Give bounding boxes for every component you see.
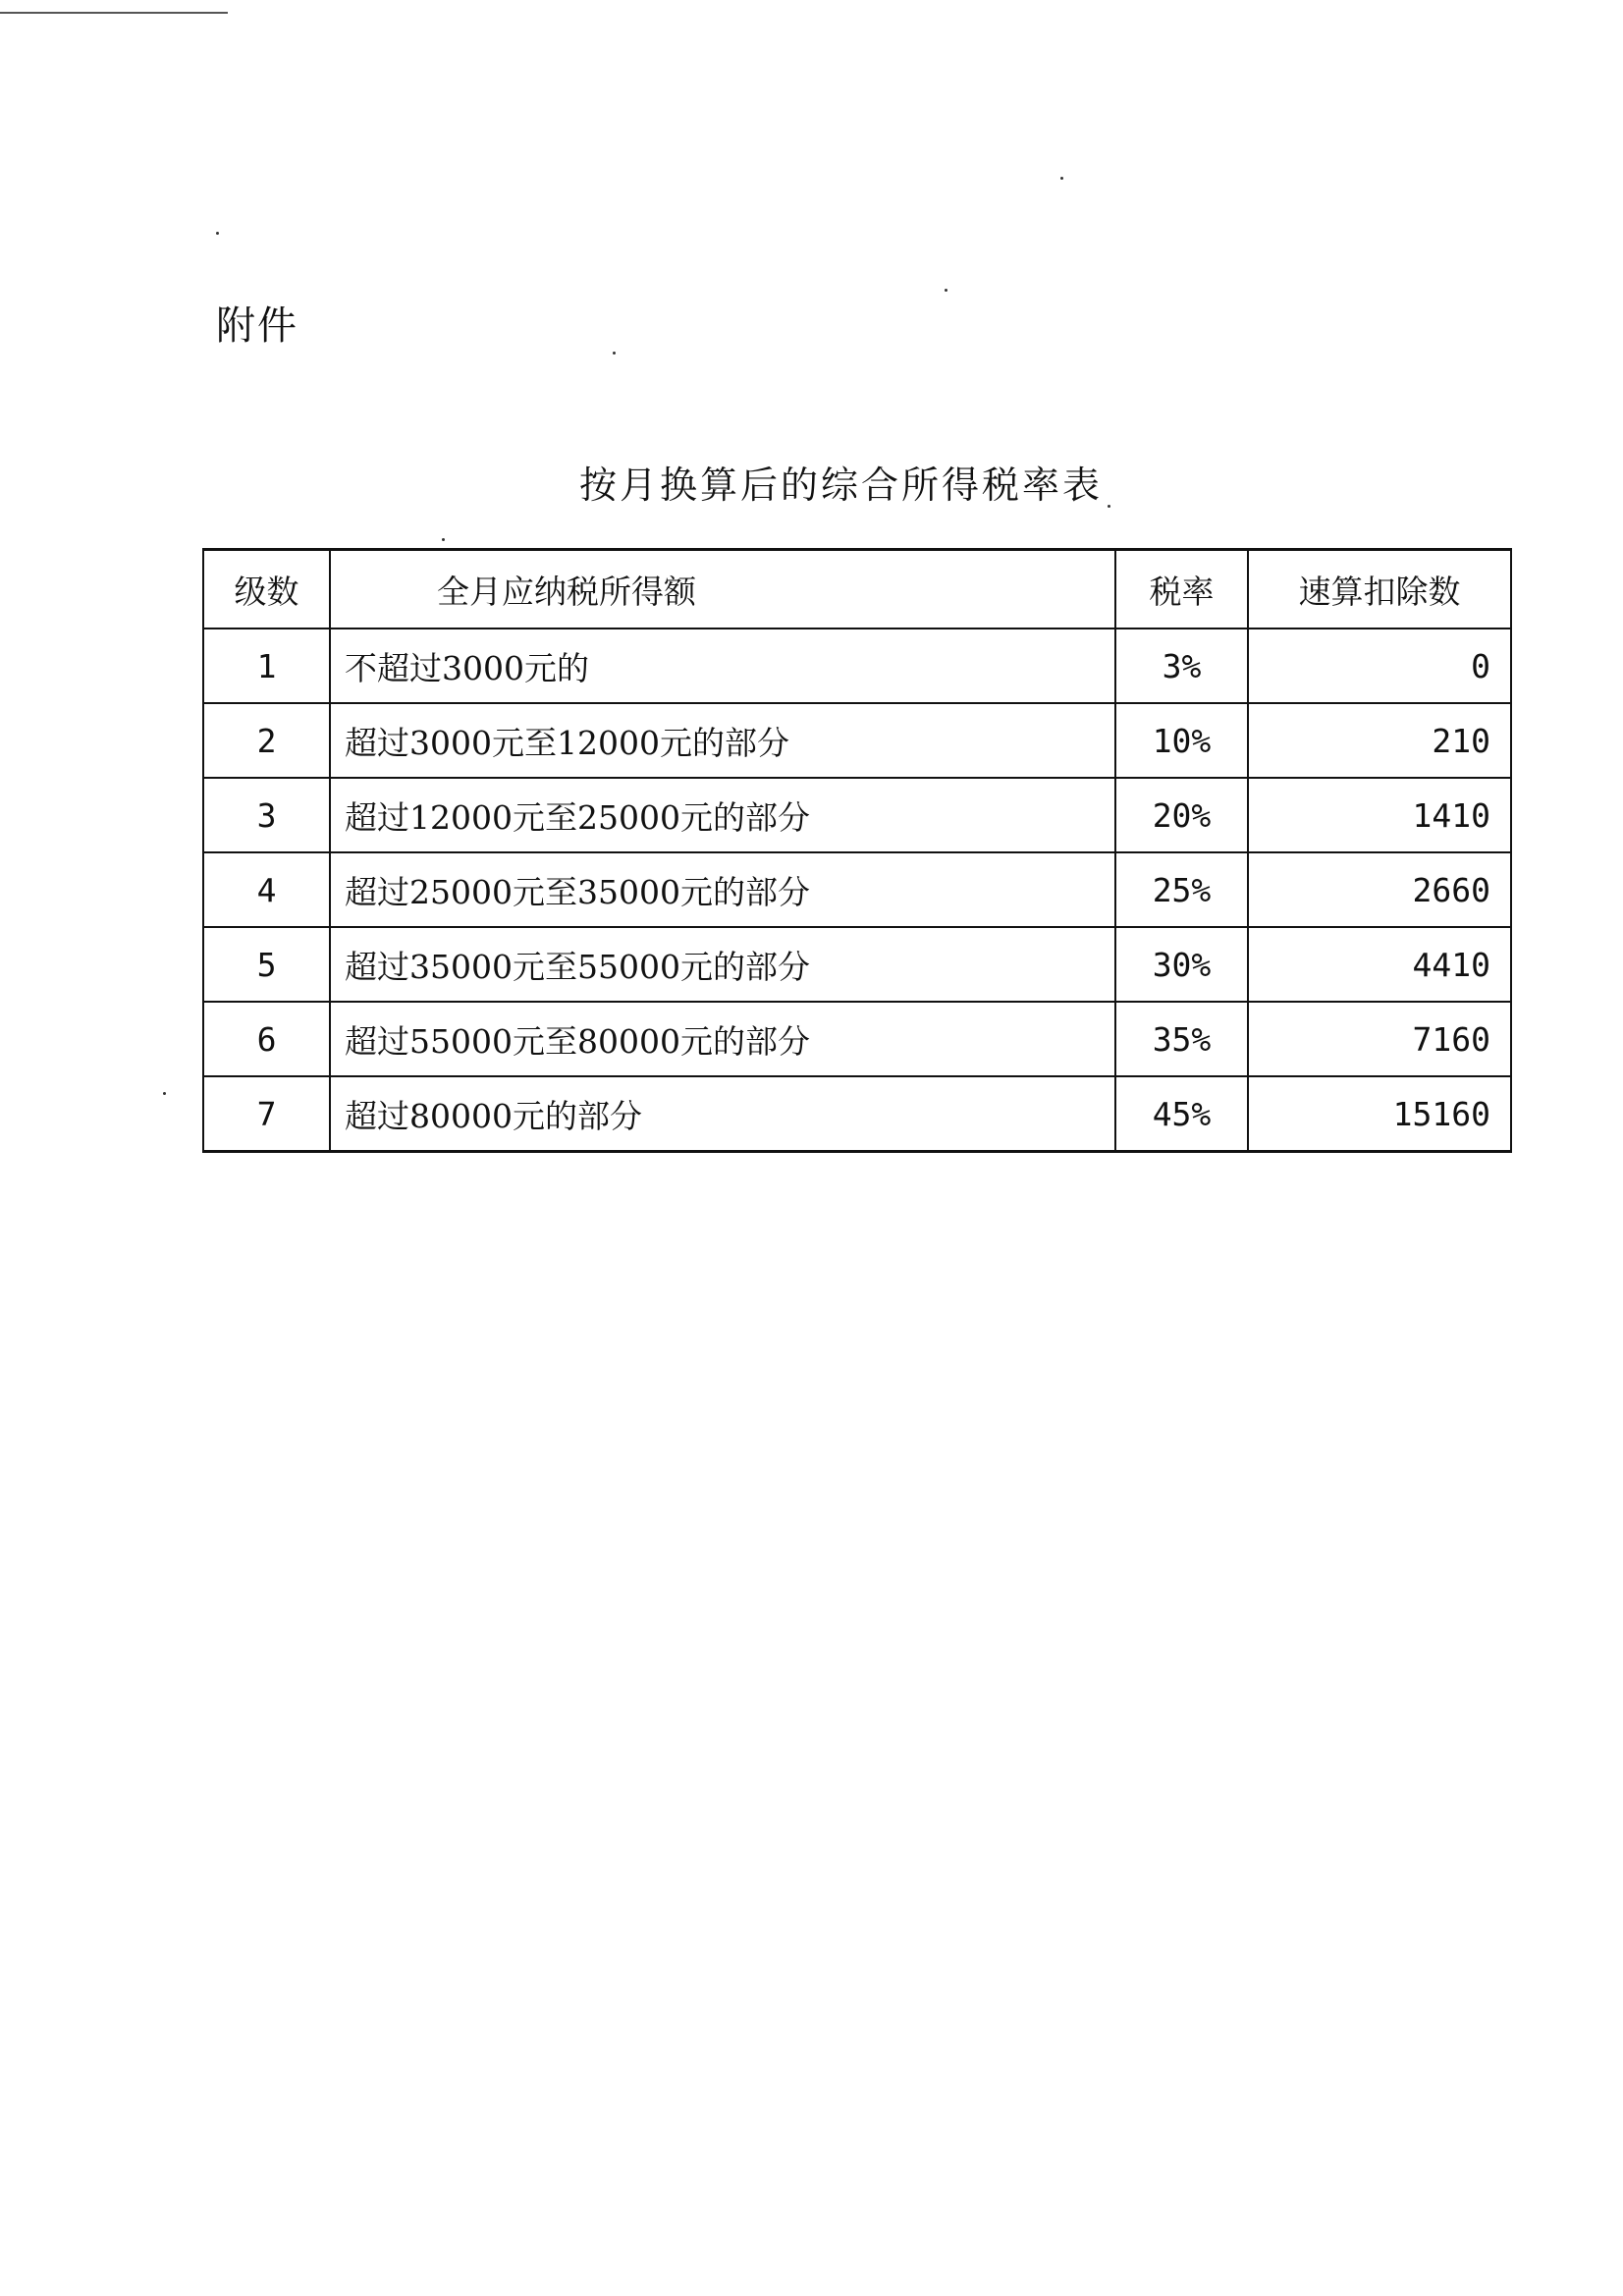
grade-cell: 6	[203, 1002, 330, 1076]
rate-cell: 25%	[1115, 852, 1248, 927]
income-range-cell: 超过25000元至35000元的部分	[330, 852, 1115, 927]
deduction-cell: 210	[1248, 703, 1511, 778]
rate-cell: 35%	[1115, 1002, 1248, 1076]
rate-cell: 3%	[1115, 629, 1248, 703]
table-row	[203, 1076, 1511, 1152]
scan-speck	[163, 1092, 166, 1095]
grade-cell: 2	[203, 703, 330, 778]
deduction-cell: 7160	[1248, 1002, 1511, 1076]
grade-cell: 1	[203, 629, 330, 703]
table-row	[203, 927, 1511, 1002]
income-range-cell: 超过3000元至12000元的部分	[330, 703, 1115, 778]
scan-speck	[442, 538, 445, 541]
page-title: 按月换算后的综合所得税率表	[578, 464, 1103, 507]
tax-rate-table	[202, 548, 1512, 1153]
table-row	[203, 778, 1511, 852]
scan-speck	[1060, 177, 1063, 180]
table-row	[203, 629, 1511, 703]
header-grade: 级数	[203, 550, 330, 629]
rate-cell: 45%	[1115, 1076, 1248, 1152]
table-header-row	[203, 550, 1511, 629]
grade-cell: 4	[203, 852, 330, 927]
table-row	[203, 1002, 1511, 1076]
income-range-cell: 超过80000元的部分	[330, 1076, 1115, 1152]
income-range-cell: 超过12000元至25000元的部分	[330, 778, 1115, 852]
income-range-cell: 不超过3000元的	[330, 629, 1115, 703]
attachment-label: 附件	[216, 303, 298, 349]
table-row	[203, 852, 1511, 927]
rate-cell: 30%	[1115, 927, 1248, 1002]
deduction-cell: 2660	[1248, 852, 1511, 927]
header-tax-rate: 税率	[1115, 550, 1248, 629]
deduction-cell: 4410	[1248, 927, 1511, 1002]
header-taxable-income: 全月应纳税所得额	[330, 550, 1115, 629]
scan-speck	[216, 232, 219, 235]
scan-speck	[613, 352, 616, 355]
grade-cell: 5	[203, 927, 330, 1002]
deduction-cell: 1410	[1248, 778, 1511, 852]
rate-cell: 10%	[1115, 703, 1248, 778]
table-row	[203, 703, 1511, 778]
deduction-cell: 15160	[1248, 1076, 1511, 1152]
grade-cell: 7	[203, 1076, 330, 1152]
rate-cell: 20%	[1115, 778, 1248, 852]
grade-cell: 3	[203, 778, 330, 852]
income-range-cell: 超过55000元至80000元的部分	[330, 1002, 1115, 1076]
deduction-cell: 0	[1248, 629, 1511, 703]
income-range-cell: 超过35000元至55000元的部分	[330, 927, 1115, 1002]
header-quick-deduction: 速算扣除数	[1248, 550, 1511, 629]
scan-speck	[945, 289, 947, 292]
scan-edge-line	[0, 12, 228, 14]
